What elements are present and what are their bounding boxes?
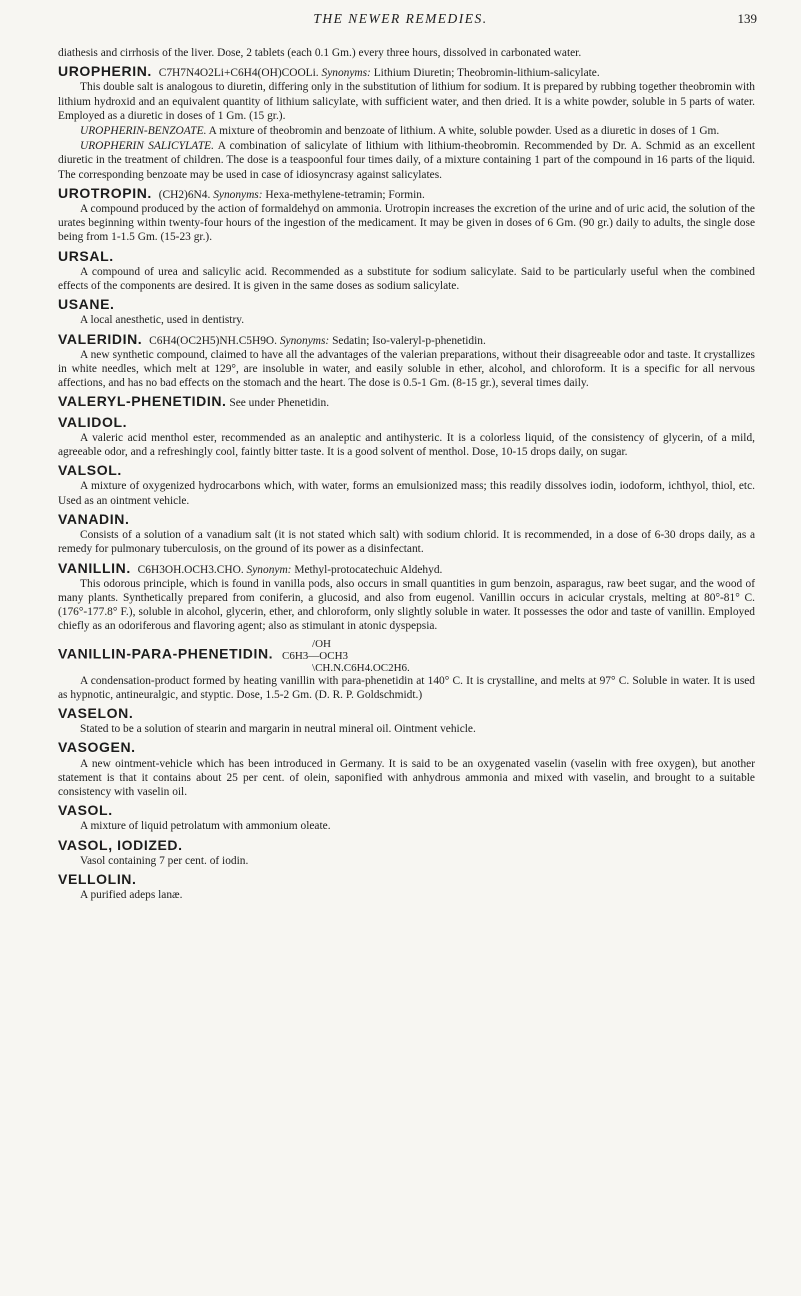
formula: C6H4(OC2H5)NH.C5H9O. [149, 334, 277, 347]
subentry-text: A mixture of theobromin and benzoate of lithium. A white, soluble powder. Used as a diuretic in doses of 1 Gm. [208, 125, 720, 138]
headword: VASOL. [58, 802, 113, 819]
synonyms-label: Synonyms: [213, 188, 263, 201]
lead-text: diathesis and cirrhosis of the liver. Dose, 2 tablets (each 0.1 Gm.) every three hours, dissolved in carbonated water. [58, 47, 582, 59]
entry-text: A mixture of oxygenized hydrocarbons which, with water, forms an emulsionized mass; this readily dissolves iodin, iodoform, ichthyol, thiol, etc. Used as an ointment vehicle. [58, 480, 755, 507]
running-title: THE NEWER REMEDIES. [313, 11, 488, 26]
headword: VASOGEN. [58, 739, 136, 756]
synonyms: Methyl-protocatechuic Aldehyd. [294, 563, 443, 576]
entry-text: This odorous principle, which is found in vanilla pods, also occurs in small quantities in gum benzoin, asparagus, raw beet sugar, and the wood of many plants. Synthetically prepared from coniferin, a glucosid, and also from eugenol. Vanillin occurs in acicular crystals, melting at 80°-81° C. (176°-177.8° F.), soluble in alcohol, glycerin, ether, and chloroform, only slightly soluble in water. It possesses the odor and taste of vanillin. Employed chiefly as an odoriferous and flavoring agent; also as stimulant in atonic dyspepsia. [58, 577, 755, 633]
entry-text: A local anesthetic, used in dentistry. [80, 314, 245, 327]
entry-vanillin [58, 561, 755, 634]
entry-uropherin [58, 64, 755, 182]
entry-ursal [58, 249, 755, 294]
entry-urotropin [58, 186, 755, 245]
lead-paragraph [58, 46, 755, 60]
entry-valeridin [58, 332, 755, 391]
synonyms: Hexa-methylene-tetramin; Formin. [265, 188, 425, 201]
synonyms: Sedatin; Iso-valeryl-p-phenetidin. [332, 334, 486, 347]
entry-vanadin [58, 512, 755, 557]
formula: C7H7N4O2Li+C6H4(OH)COOLi. [158, 67, 319, 80]
synonyms-label: Synonyms: [279, 334, 330, 347]
headword: VANILLIN. [58, 559, 131, 576]
subentry-title: UROPHERIN-BENZOATE. [80, 125, 207, 138]
formula: (CH2)6N4. [158, 188, 211, 201]
entry-vasol-iodized [58, 838, 755, 868]
headword: VANADIN. [58, 510, 130, 527]
headword: UROPHERIN. [58, 63, 152, 80]
entry-text: A compound of urea and salicylic acid. Recommended as a substitute for sodium salicylate. Said to be particularly useful when the combined effects of the components are desired. It is given in the same doses as sodium salicylate. [58, 265, 755, 293]
structural-formula [282, 638, 410, 674]
entry-text: A compound produced by the action of formaldehyd on ammonia. Urotropin increases the excretion of the urine and of uric acid, the solution of the urates beginning within twenty-four hours of the ingestion of the medicament. It may be given in doses of 6 Gm. (90 gr.) daily to adults, the single dose being from 1-1.5 Gm. (15-23 gr.). [58, 203, 755, 244]
headword: VASELON. [58, 704, 134, 721]
entry-vasogen [58, 740, 755, 799]
entry-text: A new ointment-vehicle which has been introduced in Germany. It is said to be an oxygenated vaselin (vaselin with free oxygen), but another statement is that it contains about 25 per cent. of olein, saponified with anhydrous ammonia and mixed with vaselin, and brought to a suitable consistency with vaselin oil. [58, 757, 755, 798]
structural-formula-line: C6H3—OCH3 [282, 649, 349, 662]
entry-text: Stated to be a solution of stearin and margarin in neutral mineral oil. Ointment vehicle. [80, 723, 476, 736]
entry-text: This double salt is analogous to diuretin, differing only in the substitution of lithium for sodium. It is prepared by rubbing together theobromin with lithium hydroxid and an equivalent quantity of lithium salicylate, with sufficient water, and then dried. It is a white powder, soluble in 5 parts of water. Employed as a diuretic in doses of 1 Gm. (15 gr.). [58, 81, 755, 122]
headword: VALIDOL. [58, 413, 128, 430]
headword: VALERIDIN. [58, 330, 143, 347]
synonyms-label: Synonym: [246, 563, 292, 576]
entry-text: Vasol containing 7 per cent. of iodin. [80, 854, 249, 867]
headword: URSAL. [58, 247, 114, 264]
synonyms: Lithium Diuretin; Theobromin-lithium-salicylate. [373, 67, 600, 80]
subentry-salicylate [58, 139, 755, 182]
structural-formula-line: /OH [312, 637, 331, 650]
entry-text: Consists of a solution of a vanadium salt (it is not stated which salt) with sodium chlorid. It is recommended, in a dose of 6-30 drops daily, as a remedy for pulmonary tuberculosis, on the ground of its power as a disinfectant. [58, 529, 755, 556]
entry-vasol [58, 803, 755, 833]
headword: VANILLIN-PARA-PHENETIDIN. [58, 645, 274, 662]
entry-validol [58, 415, 755, 460]
entry-vellolin [58, 872, 755, 902]
entry-text: A purified adeps lanæ. [80, 889, 183, 902]
headword: VALERYL-PHENETIDIN. [58, 393, 227, 410]
page-number: 139 [737, 11, 757, 26]
entry-vanillin-para-phenetidin [58, 638, 755, 702]
entry-text: A mixture of liquid petrolatum with ammonium oleate. [80, 820, 331, 833]
headword: VASOL, IODIZED. [58, 836, 183, 853]
formula: C6H3OH.OCH3.CHO. [137, 563, 244, 576]
entry-text: A new synthetic compound, claimed to have all the advantages of the valerian preparations, without their disagreeable odor and taste. It crystallizes in white needles, which melt at 129°, are insoluble in water, and easily soluble in ether, alcohol, and chloroform. It is a specific for all nervous affections, and has no bad effects on the stomach and the heart. The dose is 0.5-1 Gm. (8-15 gr.), several times daily. [58, 348, 755, 390]
headword: UROTROPIN. [58, 184, 152, 201]
entry-text: A condensation-product formed by heating vanillin with para-phenetidin at 140° C. It is crystalline, and melts at 97° C. Soluble in water. It is used as hypnotic, antineuralgic, and styptic. Dose, 1.5-2 Gm. (D. R. P. Goldschmidt.) [58, 674, 755, 701]
synonyms-label: Synonyms: [321, 67, 371, 80]
headword: VALSOL. [58, 462, 122, 479]
subentry-text: A combination of salicylate of lithium with lithium-theobromin. Recommended by Dr. A. Schmid as an excellent diuretic in the treatment of children. The dose is a teaspoonful four times daily, of a mixture containing 1 part of the compound in 16 parts of the liquid. The corresponding benzoate may be used in case of idiosyncrasy against salicylates. [58, 140, 756, 181]
headword: VELLOLIN. [58, 870, 137, 887]
entry-usane [58, 297, 755, 327]
entry-vaselon [58, 706, 755, 736]
entry-text: A valeric acid menthol ester, recommended as an analeptic and antihysteric. It is a colorless liquid, of the consistency of glycerin, of a mild, agreeable odor, and a refreshingly cool, faintly bitter taste. It is a good solvent of menthol. Dose, 10-15 drops daily, on sugar. [58, 431, 755, 459]
entry-valsol [58, 463, 755, 508]
entry-valeryl-phenetidin [58, 394, 755, 410]
cross-reference: See under Phenetidin. [229, 397, 330, 410]
headword: USANE. [58, 296, 115, 313]
structural-formula-line: \CH.N.C6H4.OC2H6. [312, 661, 410, 674]
subentry-benzoate [58, 124, 755, 138]
subentry-title: UROPHERIN SALICYLATE. [80, 140, 214, 153]
